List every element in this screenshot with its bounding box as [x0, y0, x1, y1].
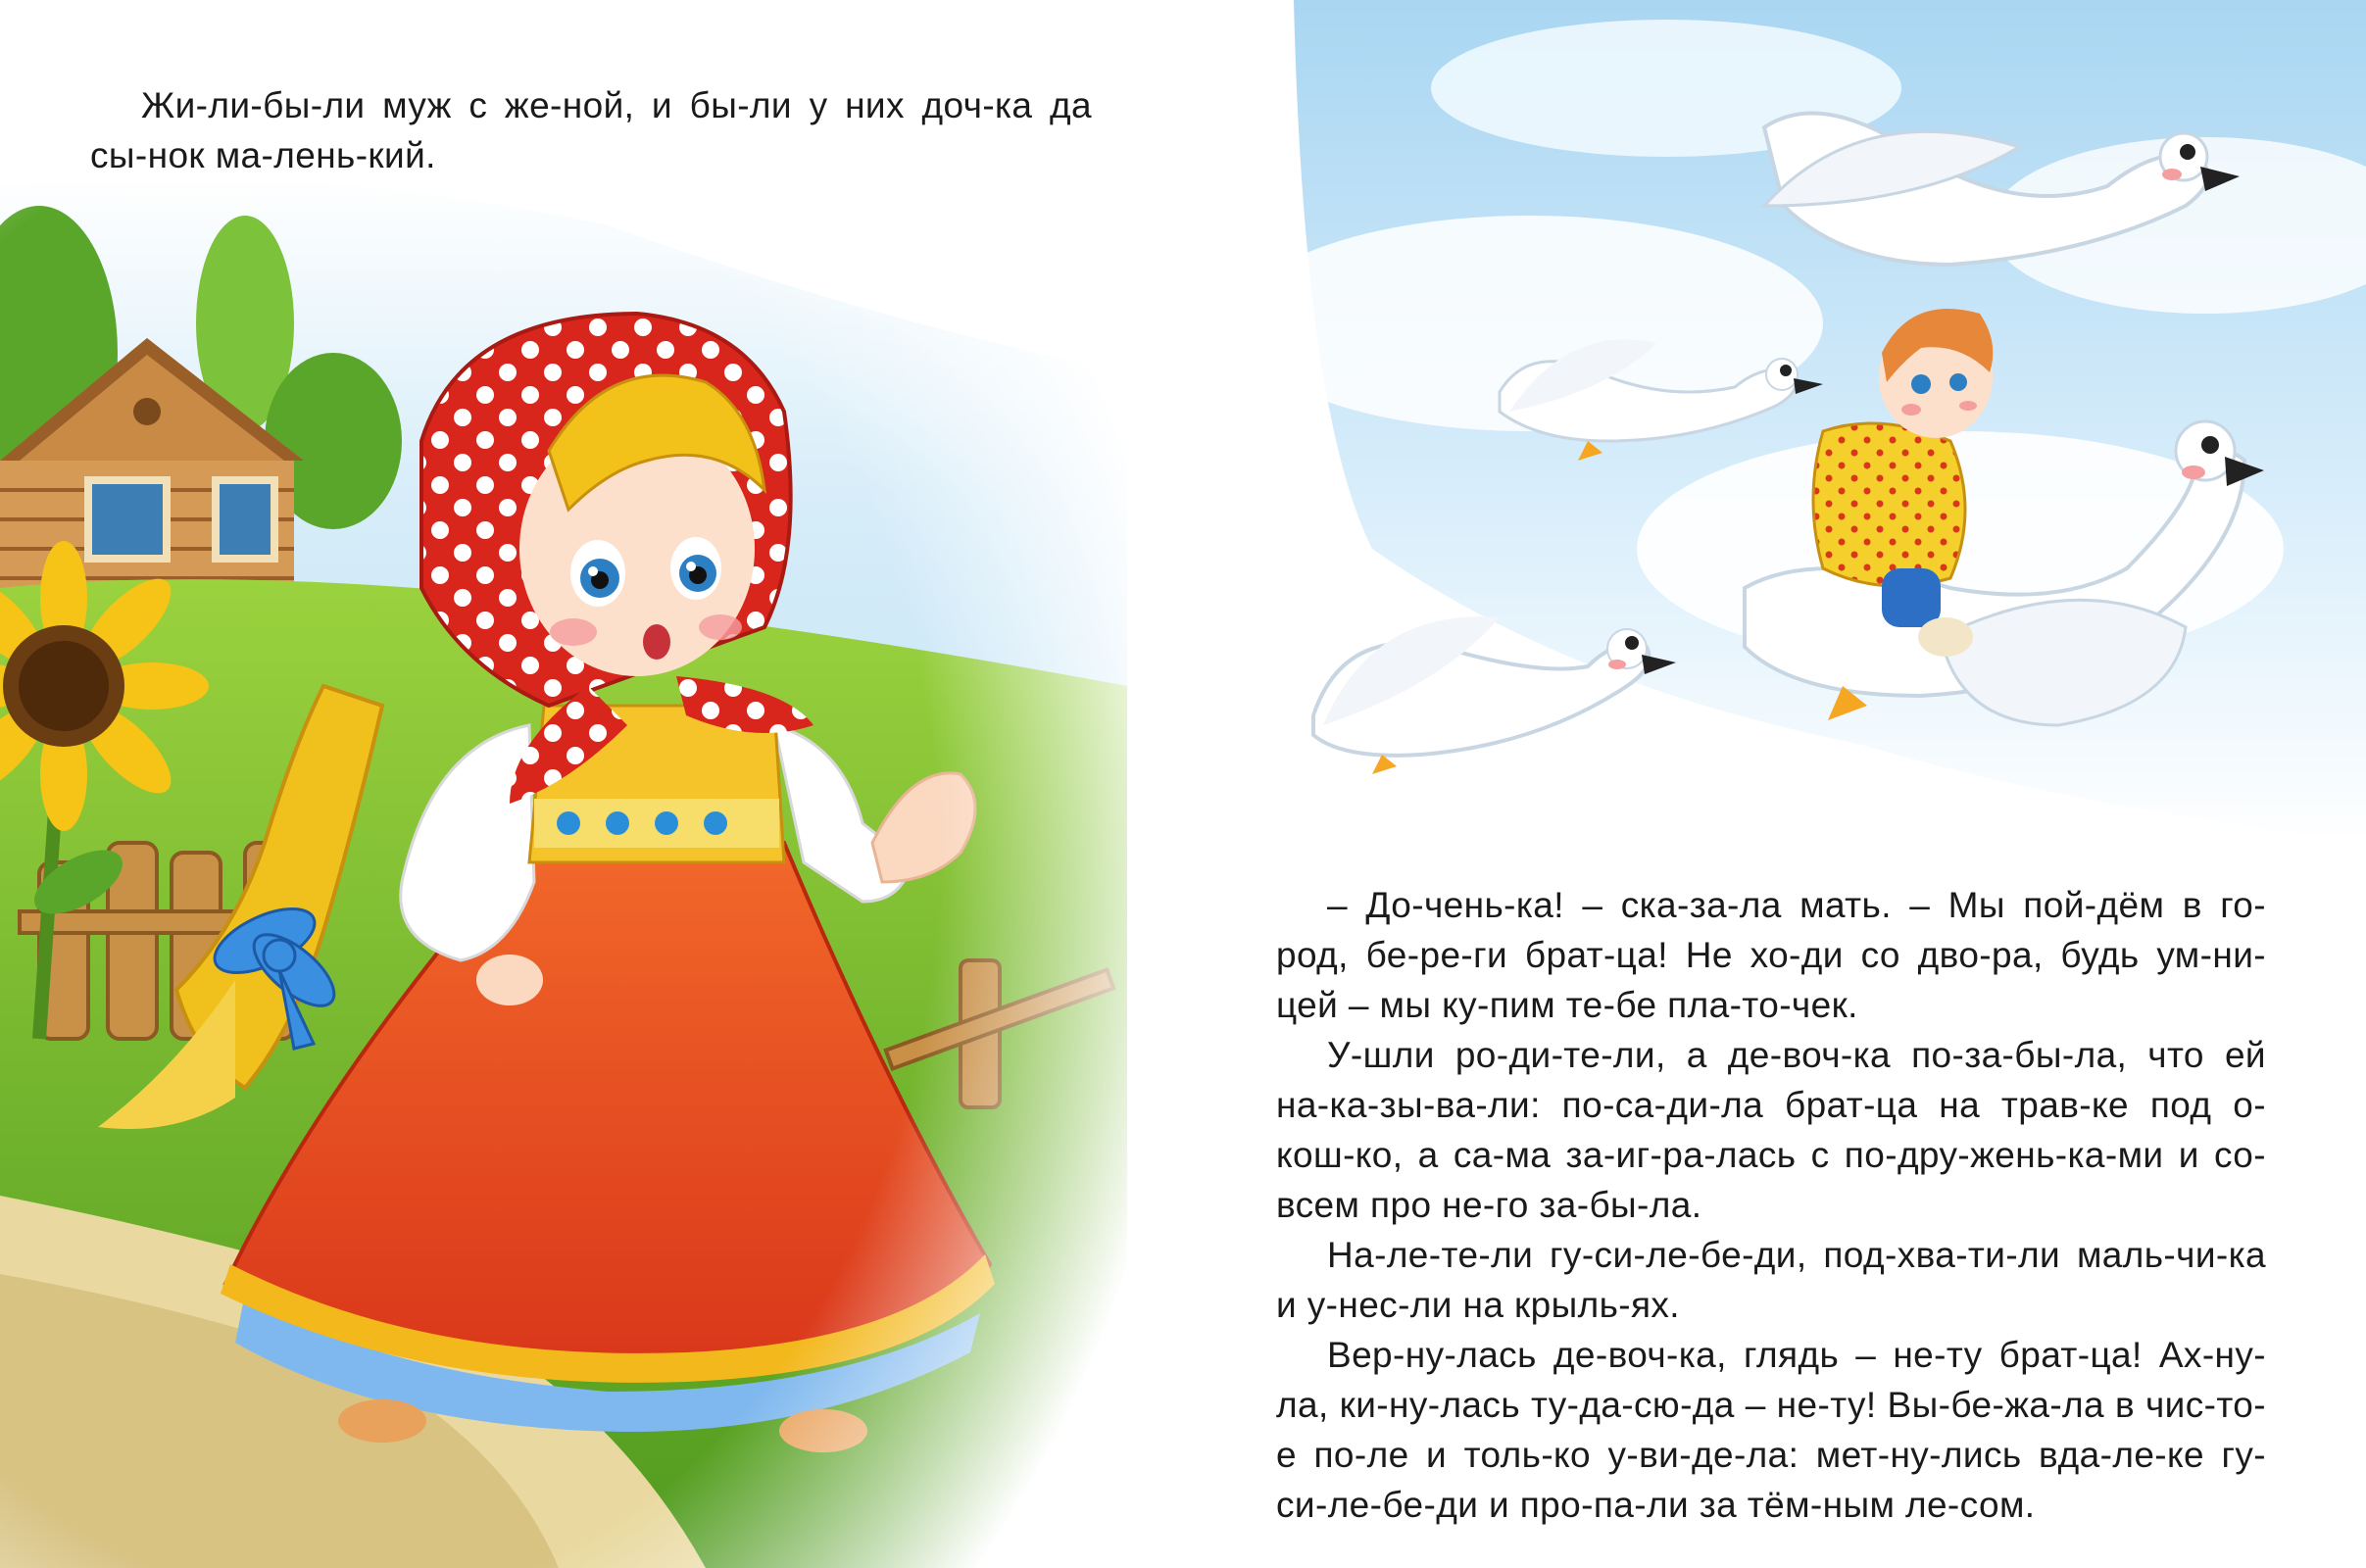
goose — [1313, 616, 1676, 774]
left-vignette — [0, 147, 1137, 1568]
story-text — [1276, 880, 2266, 1530]
story-paragraph: Вер-ну-лась де-воч-ка, глядь – не-ту брат-ца! Ах-ну-ла, ки-ну-лась ту-да-сю-да – не-ту! Вы-бе-жа-ла в чис-то-е по-ле и толь-ко у-ви-де-ла: мет-ну-лись вда-ле-ке гу-си-ле-бе-ди и про-па-ли за тём-ным ле-сом. — [1276, 1335, 2266, 1525]
story-paragraph: У-шли ро-ди-те-ли, а де-воч-ка по-за-бы-ла, что ей на-ка-зы-ва-ли: по-са-ди-ла брат-ца на трав-ке под о-кош-ко, а са-ма за-иг-ра-лась с по-дру-жень-ка-ми и со-всем про не-го за-бы-ла. — [1276, 1035, 2266, 1225]
story-paragraph: – До-чень-ка! – ска-за-ла мать. – Мы пой-дём в го-род, бе-ре-ги брат-ца! Не хо-ди со дво-ра, будь ум-ни-цей – мы ку-пим те-бе пла-то-чек. — [1276, 885, 2266, 1025]
intro-text — [90, 80, 1092, 180]
intro-paragraph: Жи-ли-бы-ли муж с же-ной, и бы-ли у них доч-ка да сы-нок ма-лень-кий. — [90, 85, 1092, 175]
story-paragraph: На-ле-те-ли гу-си-ле-бе-ди, под-хва-ти-ли маль-чи-ка и у-нес-ли на крыль-ях. — [1276, 1235, 2266, 1325]
